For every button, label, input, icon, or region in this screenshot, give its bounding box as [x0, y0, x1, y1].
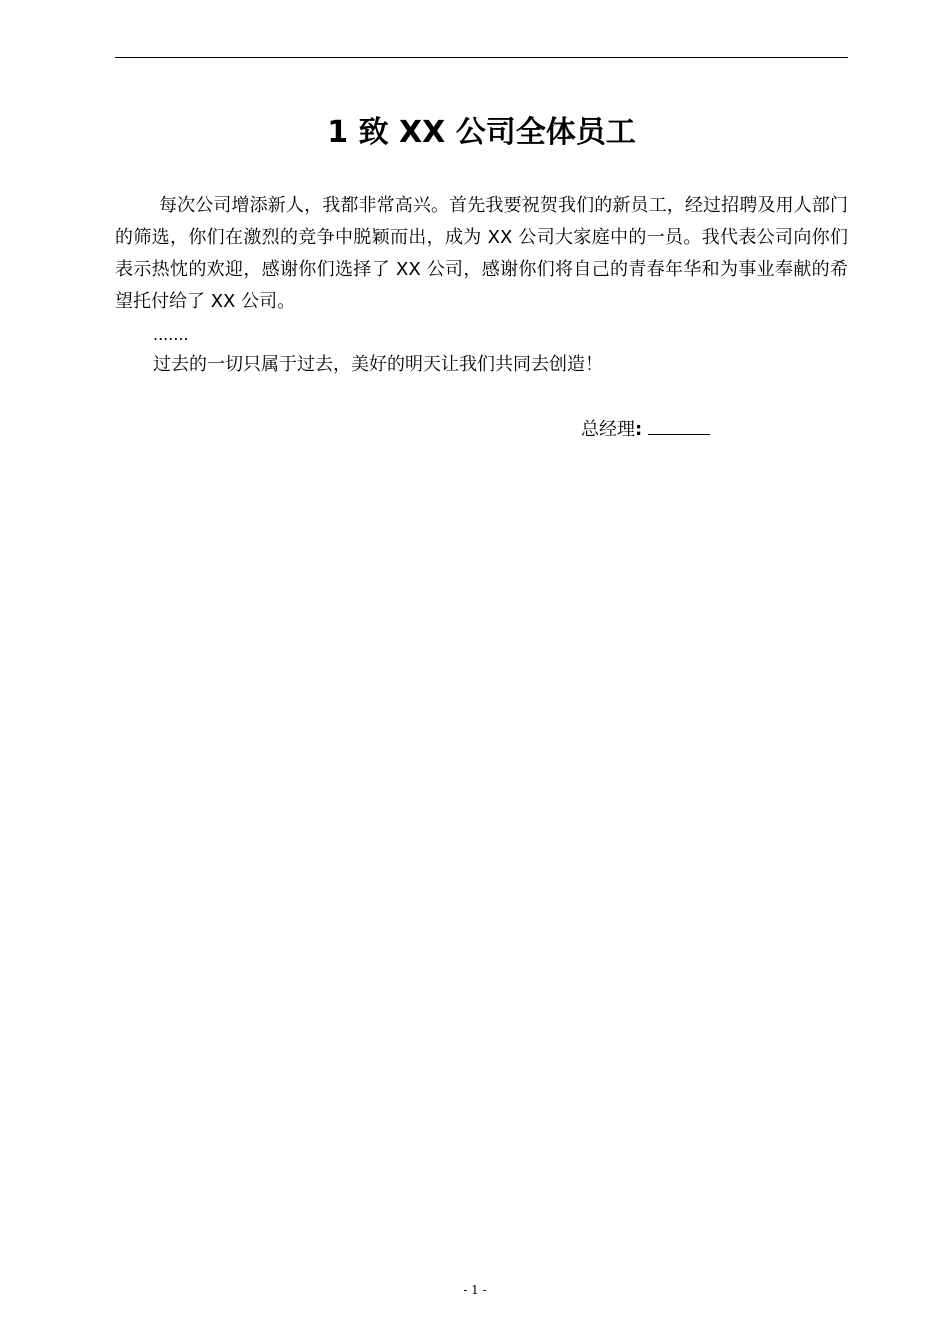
- signature-line: [648, 412, 710, 435]
- paragraph-welcome: 每次公司增添新人，我都非常高兴。首先我要祝贺我们的新员工，经过招聘及用人部门的筛选，你们在激烈的竞争中脱颖而出，成为 XX 公司大家庭中的一员。我代表公司向你们表示热忱的欢迎，感谢你们选择了 XX 公司，感谢你们将自己的青春年华和为事业奉献的希望托付给了 XX 公司。: [115, 195, 848, 312]
- letter-body: [115, 190, 848, 318]
- signature-label: 总经理: [581, 419, 635, 440]
- signature-block: [581, 412, 710, 446]
- document-title: 1 致 XX 公司全体员工: [327, 115, 636, 150]
- ellipsis-text: .......: [153, 325, 189, 344]
- page-number: - 1 -: [463, 1283, 487, 1297]
- header-rule: [115, 57, 848, 58]
- signature-colon: :: [635, 419, 643, 440]
- closing-line: 过去的一切只属于过去，美好的明天让我们共同去创造！: [153, 354, 603, 375]
